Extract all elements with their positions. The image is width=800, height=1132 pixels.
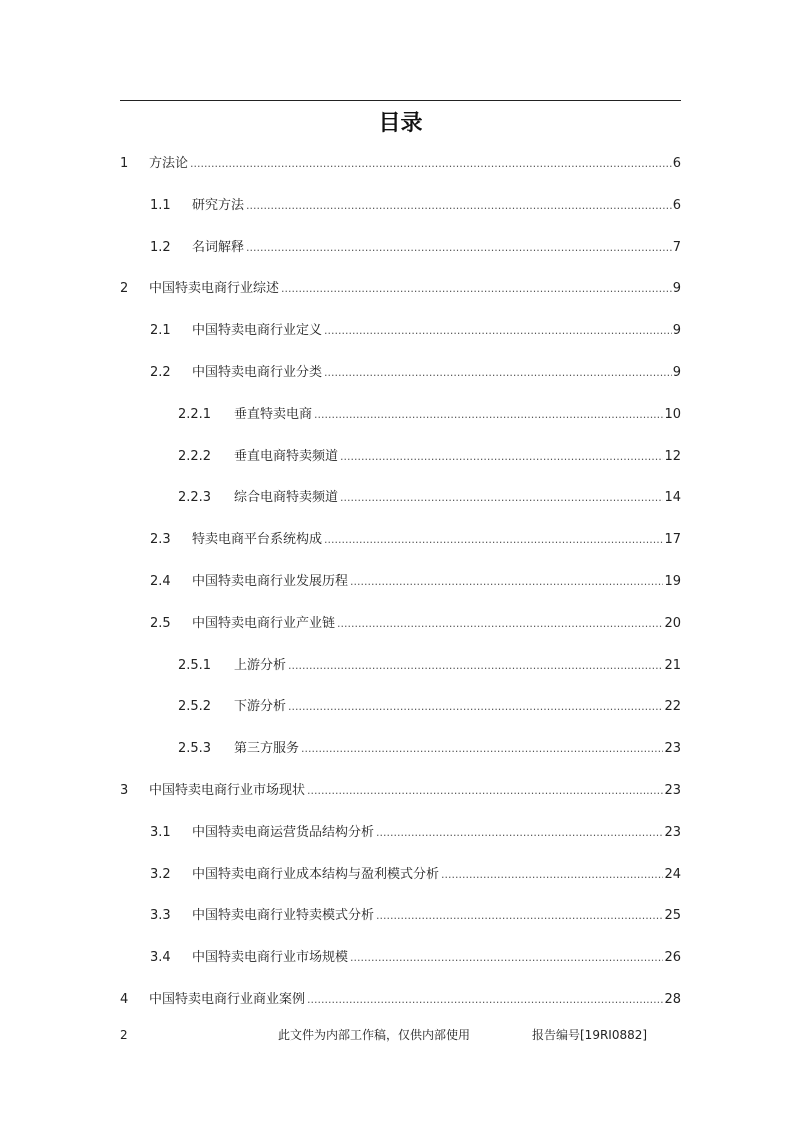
toc-entry-title: 中国特卖电商行业产业链: [192, 615, 336, 631]
toc-entry-number: 3.3: [150, 908, 171, 924]
toc-leader-dots: [246, 192, 672, 220]
toc-entry-number: 2.2.3: [178, 490, 212, 506]
toc-entry-number: 2.5.2: [178, 699, 212, 715]
toc-entry-page: 22: [664, 699, 681, 715]
toc-entry-title: 垂直特卖电商: [234, 406, 313, 422]
toc-entry-title: 中国特卖电商行业分类: [192, 365, 323, 380]
footer-report-number: 报告编号[19RI0882]: [532, 1028, 648, 1042]
toc-entry-title: 特卖电商平台系统构成: [192, 532, 323, 548]
toc-entry-title: 中国特卖电商行业特卖模式分析: [192, 908, 375, 924]
toc-entry-title: 方法论: [149, 156, 189, 171]
toc-entry[interactable]: [150, 610, 681, 638]
toc-leader-dots: [246, 234, 672, 262]
toc-leader-dots: [337, 610, 663, 638]
toc-entry-title: 中国特卖电商行业市场规模: [192, 950, 349, 966]
toc-entry-title: 上游分析: [234, 657, 287, 673]
toc-entry-page: 24: [664, 866, 681, 882]
toc-entry-page: 9: [672, 281, 681, 297]
toc-entry-number: 2.2.1: [178, 406, 212, 422]
toc-leader-dots: [301, 735, 663, 763]
toc-entry[interactable]: [120, 986, 681, 1014]
toc-leader-dots: [340, 443, 663, 471]
toc-entry-title: 中国特卖电商行业市场现状: [149, 783, 306, 798]
toc-entry-page: 28: [664, 992, 681, 1007]
page-footer: [120, 1025, 681, 1045]
toc-leader-dots: [350, 944, 663, 972]
toc-entry[interactable]: [178, 652, 681, 680]
toc-entry-number: 2: [120, 281, 129, 297]
toc-entry-page: 17: [664, 532, 681, 548]
toc-entry-page: 23: [664, 741, 681, 757]
toc-entry-page: 6: [672, 156, 681, 171]
toc-entry-number: 2.2: [150, 365, 171, 380]
toc-entry[interactable]: [120, 275, 681, 303]
toc-entry-page: 23: [664, 824, 681, 840]
toc-entry-number: 2.5: [150, 615, 171, 631]
toc-entry[interactable]: [178, 401, 681, 429]
toc-leader-dots: [376, 819, 663, 847]
toc-entry-number: 2.3: [150, 532, 171, 548]
toc-leader-dots: [350, 568, 663, 596]
toc-entry-number: 1.2: [150, 239, 171, 255]
toc-entry-number: 3: [120, 783, 129, 798]
header-rule: [120, 100, 681, 101]
toc-entry-number: 3.4: [150, 950, 171, 966]
toc-entry-page: 23: [664, 783, 681, 798]
toc-entry[interactable]: [150, 819, 681, 847]
toc-entry-page: 10: [664, 406, 681, 422]
toc-entry-title: 中国特卖电商行业成本结构与盈利模式分析: [192, 866, 440, 882]
toc-entry[interactable]: [120, 150, 681, 178]
toc-entry-title: 中国特卖电商行业定义: [192, 323, 323, 339]
toc-entry-number: 2.1: [150, 323, 171, 339]
toc-leader-dots: [281, 275, 672, 303]
toc-entry-page: 14: [664, 490, 681, 506]
toc-entry-title: 研究方法: [192, 197, 245, 213]
toc-entry-page: 9: [672, 365, 681, 380]
page-title: 目录: [378, 111, 423, 136]
toc-entry[interactable]: [178, 484, 681, 512]
toc-entry[interactable]: [150, 944, 681, 972]
toc-entry[interactable]: [178, 443, 681, 471]
toc-entry[interactable]: [150, 192, 681, 220]
toc-entry-title: 名词解释: [192, 239, 245, 255]
toc-leader-dots: [324, 359, 672, 387]
toc-entry[interactable]: [178, 735, 681, 763]
toc-entry-number: 2.4: [150, 574, 171, 589]
toc-entry[interactable]: [150, 234, 681, 262]
toc-entry-title: 垂直电商特卖频道: [234, 448, 339, 464]
toc-entry[interactable]: [120, 777, 681, 805]
toc-leader-dots: [340, 484, 663, 512]
toc-entry-number: 1: [120, 156, 129, 171]
toc-entry[interactable]: [150, 317, 681, 345]
toc-entry-title: 下游分析: [234, 699, 287, 715]
toc-entry-number: 2.5.1: [178, 657, 212, 673]
toc-entry[interactable]: [150, 861, 681, 889]
toc-entry-page: 20: [664, 615, 681, 631]
toc-entry-page: 25: [664, 908, 681, 924]
toc-leader-dots: [441, 861, 663, 889]
toc-entry-title: 第三方服务: [234, 741, 300, 757]
toc-entry[interactable]: [150, 526, 681, 554]
toc-entry-number: 3.2: [150, 866, 171, 882]
toc-entry-title: 中国特卖电商行业商业案例: [149, 992, 306, 1007]
toc-entry-number: 3.1: [150, 824, 171, 840]
toc-entry-title: 中国特卖电商行业综述: [149, 281, 280, 297]
toc-entry-number: 2.5.3: [178, 741, 212, 757]
toc-entry-title: 中国特卖电商行业发展历程: [192, 574, 349, 589]
toc-entry-number: 1.1: [150, 197, 171, 213]
toc-leader-dots: [288, 693, 663, 721]
toc-entry-page: 6: [672, 197, 681, 213]
toc-entry-page: 12: [664, 448, 681, 464]
toc-entry-title: 中国特卖电商运营货品结构分析: [192, 824, 375, 840]
toc-entry-number: 2.2.2: [178, 448, 212, 464]
toc-entry[interactable]: [150, 359, 681, 387]
footer-page-number: 2: [120, 1028, 128, 1042]
toc-entry[interactable]: [150, 568, 681, 596]
toc-leader-dots: [288, 652, 663, 680]
toc-entry[interactable]: [150, 902, 681, 930]
toc-leader-dots: [190, 150, 672, 178]
toc-leader-dots: [307, 986, 663, 1014]
toc-entry-page: 26: [664, 950, 681, 966]
toc-leader-dots: [324, 317, 672, 345]
toc-leader-dots: [324, 526, 663, 554]
toc-entry-page: 19: [664, 574, 681, 589]
toc-entry-page: 7: [672, 239, 681, 255]
toc-entry-page: 9: [672, 323, 681, 339]
toc-leader-dots: [376, 902, 663, 930]
footer-confidential-note: 此文件为内部工作稿，仅供内部使用: [278, 1028, 471, 1042]
toc-entry[interactable]: [178, 693, 681, 721]
toc-entry-page: 21: [664, 657, 681, 673]
toc-entry-title: 综合电商特卖频道: [234, 490, 339, 506]
toc-leader-dots: [314, 401, 663, 429]
toc-leader-dots: [307, 777, 663, 805]
toc-entry-number: 4: [120, 992, 129, 1007]
